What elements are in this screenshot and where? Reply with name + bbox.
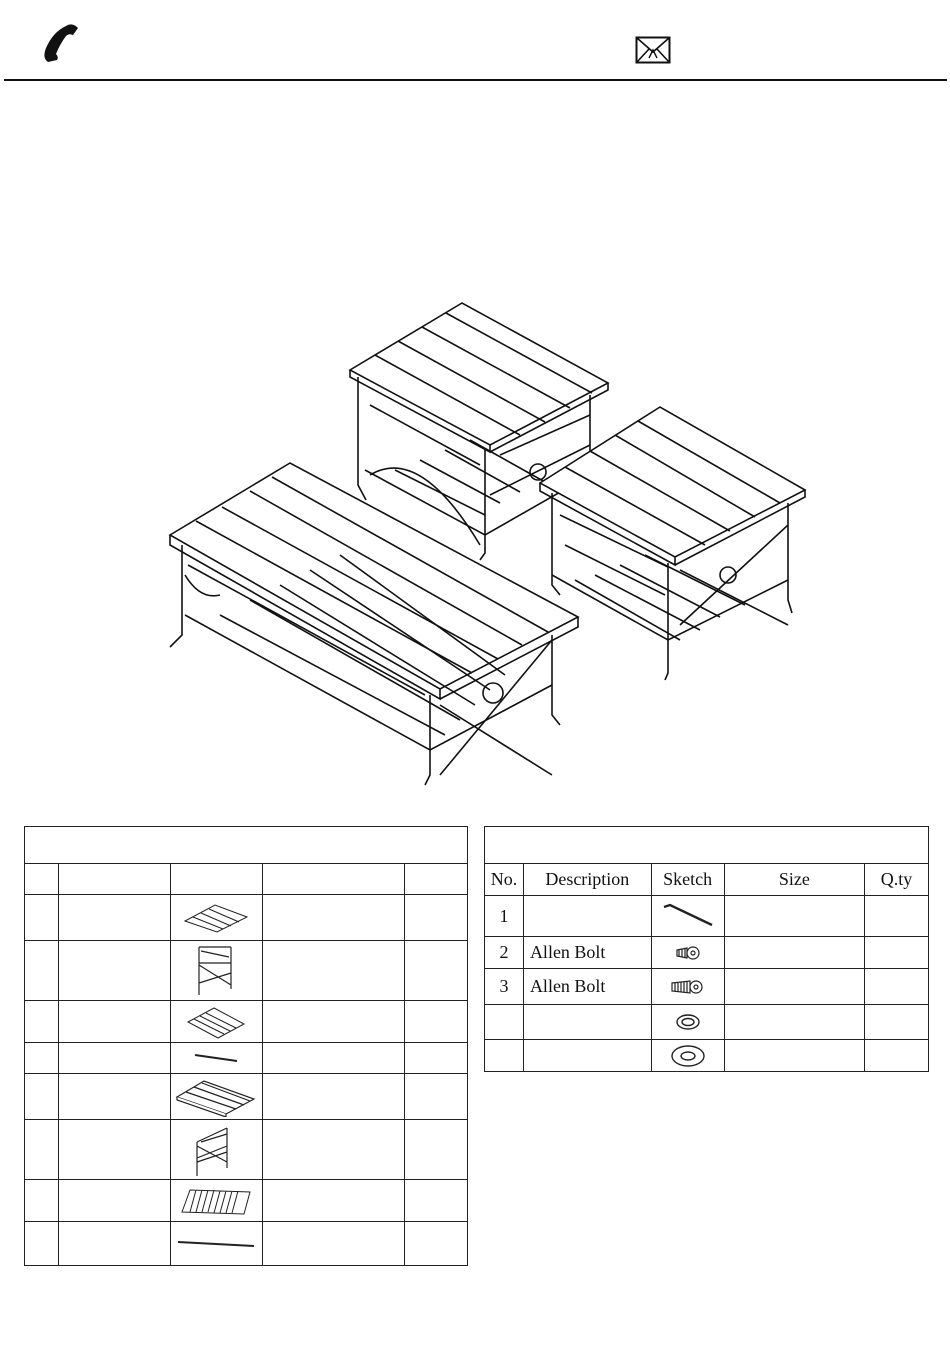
hardware-table (484, 826, 929, 1072)
allen-key-icon (660, 901, 716, 931)
row-no: 2 (485, 937, 524, 969)
table-row (25, 1001, 468, 1043)
table-row (25, 1120, 468, 1180)
side-frame-large-icon (191, 1122, 241, 1178)
side-frame-small-icon (191, 943, 241, 999)
row-description (523, 896, 651, 937)
long-bolt-icon (668, 975, 708, 999)
bar-small-icon (191, 1051, 241, 1065)
short-bolt-icon (673, 942, 703, 964)
table-row (25, 1222, 468, 1266)
header-no: No. (485, 864, 524, 896)
hardware-table-header-row (485, 864, 929, 896)
header-sketch: Sketch (651, 864, 724, 896)
parts-table-header-row (25, 864, 468, 895)
row-no: 1 (485, 896, 524, 937)
parts-table-title-row (25, 827, 468, 864)
furniture-set-illustration (160, 295, 820, 795)
row-description (523, 1040, 651, 1072)
bar-long-icon (174, 1237, 258, 1251)
hardware-table-title-row (485, 827, 929, 864)
header-qty: Q.ty (865, 864, 929, 896)
row-no (485, 1040, 524, 1072)
table-row (25, 1180, 468, 1222)
table-row (25, 941, 468, 1001)
table-row (25, 1043, 468, 1074)
coffee-table-drawing (170, 463, 578, 785)
row-no (485, 1005, 524, 1040)
row-description: Allen Bolt (523, 937, 651, 969)
spring-washer-icon (673, 1011, 703, 1033)
table-row (485, 1040, 929, 1072)
table-row (25, 1074, 468, 1120)
header-description: Description (523, 864, 651, 896)
table-row (485, 969, 929, 1005)
mail-icon (635, 36, 671, 69)
row-description: Allen Bolt (523, 969, 651, 1005)
flat-washer-icon (668, 1042, 708, 1070)
table-top-large-icon (174, 1077, 258, 1117)
row-no: 3 (485, 969, 524, 1005)
parts-table (24, 826, 468, 1266)
table-top-small-icon (181, 901, 251, 935)
phone-icon (36, 22, 82, 69)
header-size: Size (724, 864, 864, 896)
shelf-small-icon (184, 1004, 248, 1040)
row-description (523, 1005, 651, 1040)
header-divider (4, 79, 947, 81)
table-row (485, 896, 929, 937)
end-table-right-drawing (540, 407, 805, 680)
table-row (485, 937, 929, 969)
shelf-large-icon (178, 1186, 254, 1216)
table-row (25, 895, 468, 941)
table-row (485, 1005, 929, 1040)
